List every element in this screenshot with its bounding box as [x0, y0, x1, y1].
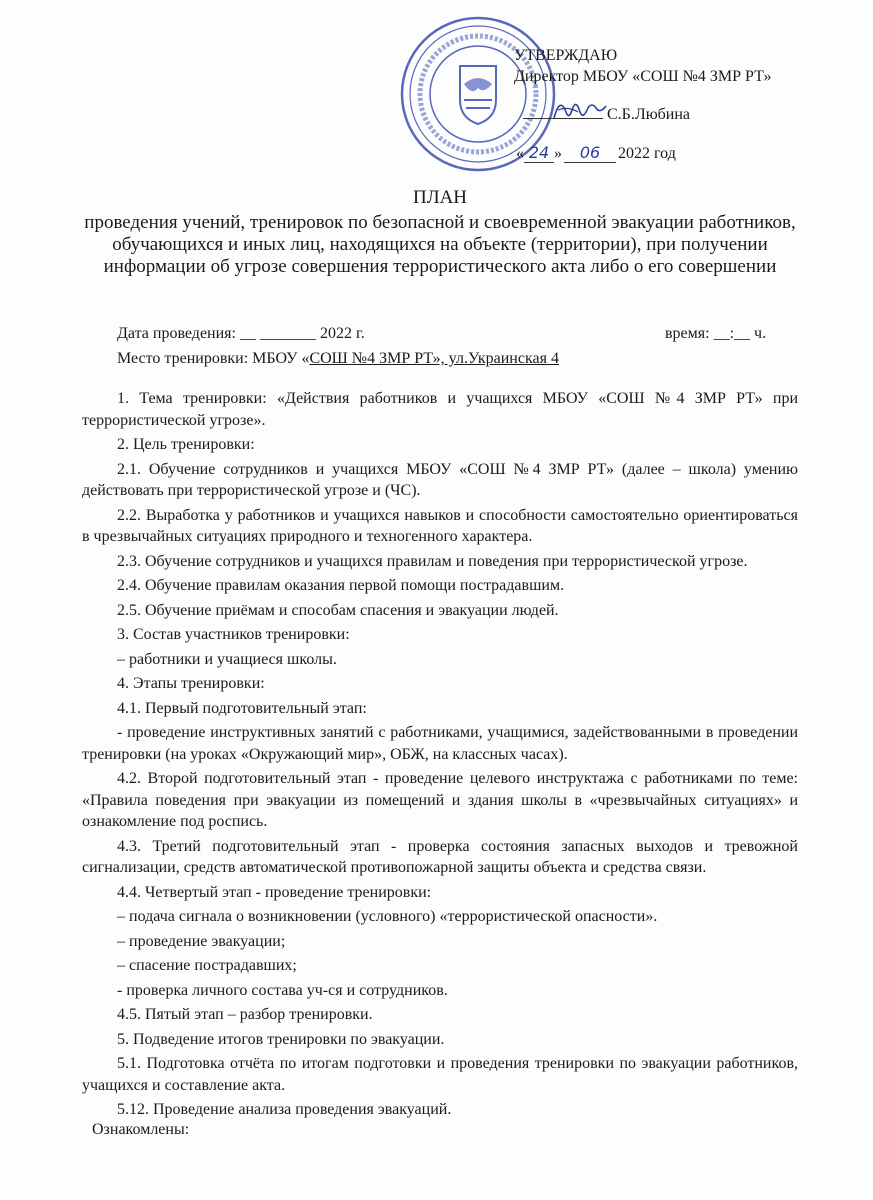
approve-title: УТВЕРЖДАЮ	[514, 47, 618, 64]
signature-blank	[523, 104, 603, 119]
document-heading: ПЛАН	[412, 187, 468, 208]
paragraph: 2.2. Выработка у работников и учащихся навыков и способности самостоятельно ориентироваться в чрезвычайных ситуациях природного и техногенного характера.	[82, 506, 798, 545]
place-value: СОШ №4 ЗМР РТ», ул.Украинская 4	[309, 350, 559, 367]
time-label: время: __:__ ч.	[665, 325, 767, 342]
place-line	[117, 350, 559, 368]
paragraph: 2.4. Обучение правилам оказания первой помощи пострадавшим.	[117, 577, 565, 594]
paragraph: - проведение инструктивных занятий с работниками, учащимися, задействованными в проведении тренировки (на уроках «Окружающий мир», ОБЖ, на классных часах).	[82, 724, 798, 763]
paragraph: 2.1. Обучение сотрудников и учащихся МБОУ «СОШ №4 ЗМР РТ» (далее – школа) умению действовать при террористической угрозе и (ЧС).	[82, 460, 798, 499]
paragraph: 4.4. Четвертый этап - проведение тренировки:	[117, 883, 432, 901]
paragraph: 2. Цель тренировки:	[117, 436, 255, 453]
place-label: Место тренировки: МБОУ «	[117, 350, 310, 367]
paragraph: 4.1. Первый подготовительный этап:	[117, 699, 367, 717]
paragraph: - проверка личного состава уч-ся и сотрудников.	[117, 981, 448, 999]
paragraph: 4.2. Второй подготовительный этап - проведение целевого инструктажа с работниками по теме: «Правила поведения при эвакуации из помещений и здания школы в «чрезвычайных ситуациях» и ознакомление под роспись.	[82, 770, 798, 830]
paragraph: – проведение эвакуации;	[117, 932, 286, 950]
paragraph: 4.5. Пятый этап – разбор тренировки.	[117, 1006, 373, 1023]
paragraph: 5.12. Проведение анализа проведения эвакуаций.	[117, 1101, 452, 1118]
acquainted-label: Ознакомлены:	[92, 1121, 190, 1138]
date-close-quote: »	[554, 145, 562, 162]
paragraph: 5.1. Подготовка отчёта по итогам подготовки и проведения тренировки по эвакуации работников, учащихся и составление акта.	[82, 1055, 798, 1094]
paragraph: 2.3. Обучение сотрудников и учащихся правилам и поведения при террористической угрозе.	[117, 552, 748, 570]
paragraph: 1. Тема тренировки: «Действия работников и учащихся МБОУ «СОШ №4 ЗМР РТ» при террористической угрозе».	[82, 390, 798, 429]
document-subtitle: проведения учений, тренировок по безопасной и своевременной эвакуации работников, обучающихся и иных лиц, находящихся на объекте (территории), при получении информации об угрозе совершения террористического акта либо о его совершении	[84, 212, 796, 277]
paragraph: – подача сигнала о возникновении (условного) «террористической опасности».	[117, 908, 658, 925]
date-open-quote: «	[516, 145, 524, 162]
date-month: 06	[564, 143, 616, 163]
signature-line	[523, 104, 690, 124]
paragraph: – работники и учащиеся школы.	[117, 650, 337, 668]
paragraph: 4. Этапы тренировки:	[117, 675, 265, 692]
paragraph: – спасение пострадавших;	[117, 957, 297, 974]
paragraph: 2.5. Обучение приёмам и способам спасения и эвакуации людей.	[117, 601, 559, 619]
approve-position: Директор МБОУ «СОШ №4 ЗМР РТ»	[514, 68, 772, 85]
director-name: С.Б.Любина	[607, 106, 691, 123]
date-year: 2022 год	[618, 145, 676, 162]
approval-block	[514, 45, 771, 87]
paragraph: 3. Состав участников тренировки:	[117, 626, 350, 643]
date-day: 24	[524, 143, 554, 163]
plan-body	[82, 388, 798, 1124]
date-label: Дата проведения: __ _______ 2022 г.	[117, 325, 365, 342]
paragraph: 5. Подведение итогов тренировки по эвакуации.	[117, 1030, 445, 1048]
paragraph: 4.3. Третий подготовительный этап - проверка состояния запасных выходов и тревожной сигнализации, средств автоматической противопожарной защиты объекта и средства связи.	[82, 837, 798, 876]
approval-date	[516, 143, 676, 163]
